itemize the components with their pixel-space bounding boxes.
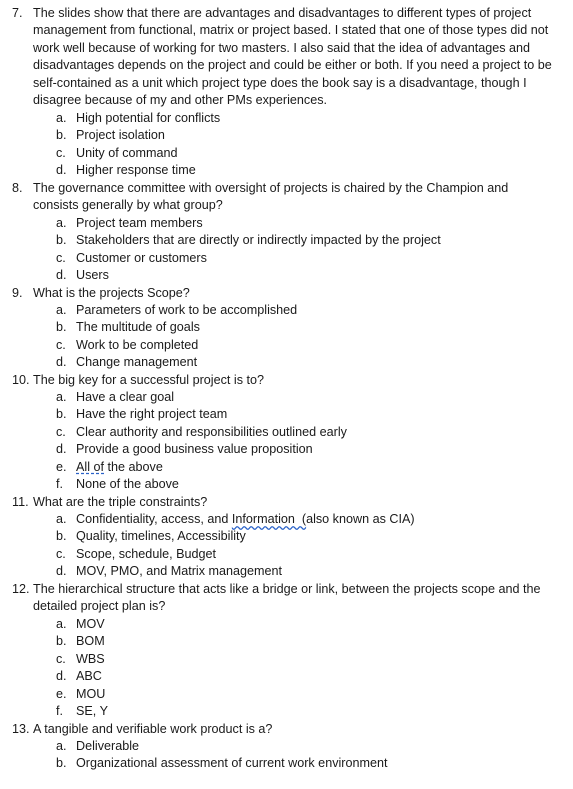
option-letter: a. bbox=[56, 512, 67, 526]
question-number: 11. bbox=[12, 495, 29, 509]
option-text: Parameters of work to be accomplished bbox=[76, 303, 298, 317]
option-text: Have the right project team bbox=[76, 407, 228, 422]
option-letter: d. bbox=[56, 442, 67, 457]
question-text: The governance committee with oversight of projects is chaired by the Champion and consists generally by what group? bbox=[33, 181, 509, 213]
option-text: Confidentiality, access, and Information (also known as CIA) bbox=[76, 512, 415, 526]
question-number: 8. bbox=[12, 181, 23, 195]
options-11 bbox=[56, 511, 556, 581]
option-text: MOU bbox=[76, 686, 106, 701]
option-text: Scope, schedule, Budget bbox=[76, 546, 217, 561]
option-text: Change management bbox=[76, 355, 198, 370]
question-number: 12. bbox=[12, 582, 30, 596]
option bbox=[56, 616, 556, 633]
option bbox=[56, 110, 556, 127]
option-letter: b. bbox=[56, 233, 67, 248]
option bbox=[56, 267, 556, 284]
option-letter: a. bbox=[56, 390, 67, 404]
option-letter: d. bbox=[56, 355, 67, 370]
question-text: The big key for a successful project is to? bbox=[33, 373, 264, 387]
option-letter: c. bbox=[56, 337, 66, 352]
option bbox=[56, 528, 556, 545]
question-10 bbox=[12, 372, 557, 389]
question-8 bbox=[12, 180, 557, 215]
question-text: What are the triple constraints? bbox=[33, 495, 208, 509]
option-text: Project team members bbox=[76, 216, 203, 230]
option bbox=[56, 354, 556, 371]
option bbox=[56, 145, 556, 162]
option-text: Unity of command bbox=[76, 145, 178, 160]
option-letter: b. bbox=[56, 529, 67, 544]
options-9 bbox=[56, 302, 556, 372]
option bbox=[56, 319, 556, 336]
option-letter: c. bbox=[56, 424, 66, 439]
option bbox=[56, 162, 556, 179]
option bbox=[56, 424, 556, 441]
option-text: Users bbox=[76, 268, 109, 283]
question-text: The slides show that there are advantages and disadvantages to different types of project management from functional, matrix or project based. I stated that one of those types did not work well because of working for two masters. I also said that the idea of advantages and disadvantages depends on the project and could be either or both. If you need a project to be self-contained as a unit which project type does the book say is a disadvantage, though I disagree because of my and other PMs experiences. bbox=[33, 6, 552, 108]
option-letter: b. bbox=[56, 320, 67, 335]
option bbox=[56, 476, 556, 493]
question-13 bbox=[12, 721, 557, 738]
question-text: What is the projects Scope? bbox=[33, 286, 190, 300]
option-letter: f. bbox=[56, 703, 63, 718]
option-letter: d. bbox=[56, 669, 67, 684]
option-letter: c. bbox=[56, 250, 66, 265]
option bbox=[56, 389, 556, 406]
option-letter: d. bbox=[56, 268, 67, 283]
spelling-flag: Information ( bbox=[231, 512, 307, 526]
grammar-flag: All of bbox=[76, 459, 104, 474]
question-number: 10. bbox=[12, 373, 30, 387]
option bbox=[56, 302, 556, 319]
option-text: Deliverable bbox=[76, 739, 139, 753]
option-text: Stakeholders that are directly or indirectly impacted by the project bbox=[76, 233, 441, 248]
option-letter: a. bbox=[56, 739, 67, 753]
question-text: The hierarchical structure that acts like a bridge or link, between the projects scope and the detailed project plan is? bbox=[33, 582, 541, 614]
question-11 bbox=[12, 494, 557, 511]
option-text: All of the above bbox=[76, 459, 163, 474]
option-text: Quality, timelines, Accessibility bbox=[76, 529, 246, 544]
option-text: Project isolation bbox=[76, 128, 165, 143]
option bbox=[56, 232, 556, 249]
option bbox=[56, 406, 556, 423]
question-12 bbox=[12, 581, 557, 616]
option-letter: a. bbox=[56, 111, 67, 125]
option-letter: f. bbox=[56, 476, 63, 491]
option bbox=[56, 738, 556, 755]
option bbox=[56, 250, 556, 267]
question-text: A tangible and verifiable work product is a? bbox=[33, 722, 273, 736]
option-letter: c. bbox=[56, 145, 66, 160]
option-letter: b. bbox=[56, 407, 67, 422]
option-letter: c. bbox=[56, 546, 66, 561]
option-text: Higher response time bbox=[76, 163, 196, 178]
option-text: The multitude of goals bbox=[76, 320, 200, 335]
option-letter: a. bbox=[56, 303, 67, 317]
option-text: Customer or customers bbox=[76, 250, 207, 265]
option-letter: a. bbox=[56, 216, 67, 230]
option-letter: b. bbox=[56, 634, 67, 649]
options-7 bbox=[56, 110, 556, 180]
option-letter: b. bbox=[56, 756, 67, 771]
option bbox=[56, 215, 556, 232]
option bbox=[56, 546, 556, 563]
option-letter: e. bbox=[56, 686, 67, 701]
question-7 bbox=[12, 5, 557, 109]
option-letter: d. bbox=[56, 564, 67, 579]
question-9 bbox=[12, 285, 557, 302]
option bbox=[56, 703, 556, 720]
option bbox=[56, 441, 556, 458]
option-text: ABC bbox=[76, 669, 102, 684]
option-text: BOM bbox=[76, 634, 105, 649]
option-letter: e. bbox=[56, 459, 67, 474]
option-text: SE, Y bbox=[76, 703, 108, 718]
option-text: Organizational assessment of current work environment bbox=[76, 756, 388, 771]
option bbox=[56, 563, 556, 580]
option-letter: d. bbox=[56, 163, 67, 178]
option bbox=[56, 651, 556, 668]
option-text: WBS bbox=[76, 651, 105, 666]
question-number: 13. bbox=[12, 722, 30, 736]
options-10 bbox=[56, 389, 556, 493]
option bbox=[56, 127, 556, 144]
option bbox=[56, 633, 556, 650]
option-text: Work to be completed bbox=[76, 337, 199, 352]
option bbox=[56, 511, 556, 528]
option-text: High potential for conflicts bbox=[76, 111, 221, 125]
options-8 bbox=[56, 215, 556, 285]
option bbox=[56, 755, 556, 772]
option bbox=[56, 459, 556, 476]
option bbox=[56, 686, 556, 703]
option-text: MOV bbox=[76, 617, 105, 631]
option bbox=[56, 337, 556, 354]
options-13 bbox=[56, 738, 556, 773]
option-text: Provide a good business value proposition bbox=[76, 442, 313, 457]
option-text: None of the above bbox=[76, 476, 179, 491]
option bbox=[56, 668, 556, 685]
option-letter: b. bbox=[56, 128, 67, 143]
options-12 bbox=[56, 616, 556, 720]
question-number: 9. bbox=[12, 286, 23, 300]
option-text: Clear authority and responsibilities outlined early bbox=[76, 424, 347, 439]
question-number: 7. bbox=[12, 6, 23, 20]
option-text: Have a clear goal bbox=[76, 390, 175, 404]
option-text: MOV, PMO, and Matrix management bbox=[76, 564, 283, 579]
option-letter: c. bbox=[56, 651, 66, 666]
option-letter: a. bbox=[56, 617, 67, 631]
